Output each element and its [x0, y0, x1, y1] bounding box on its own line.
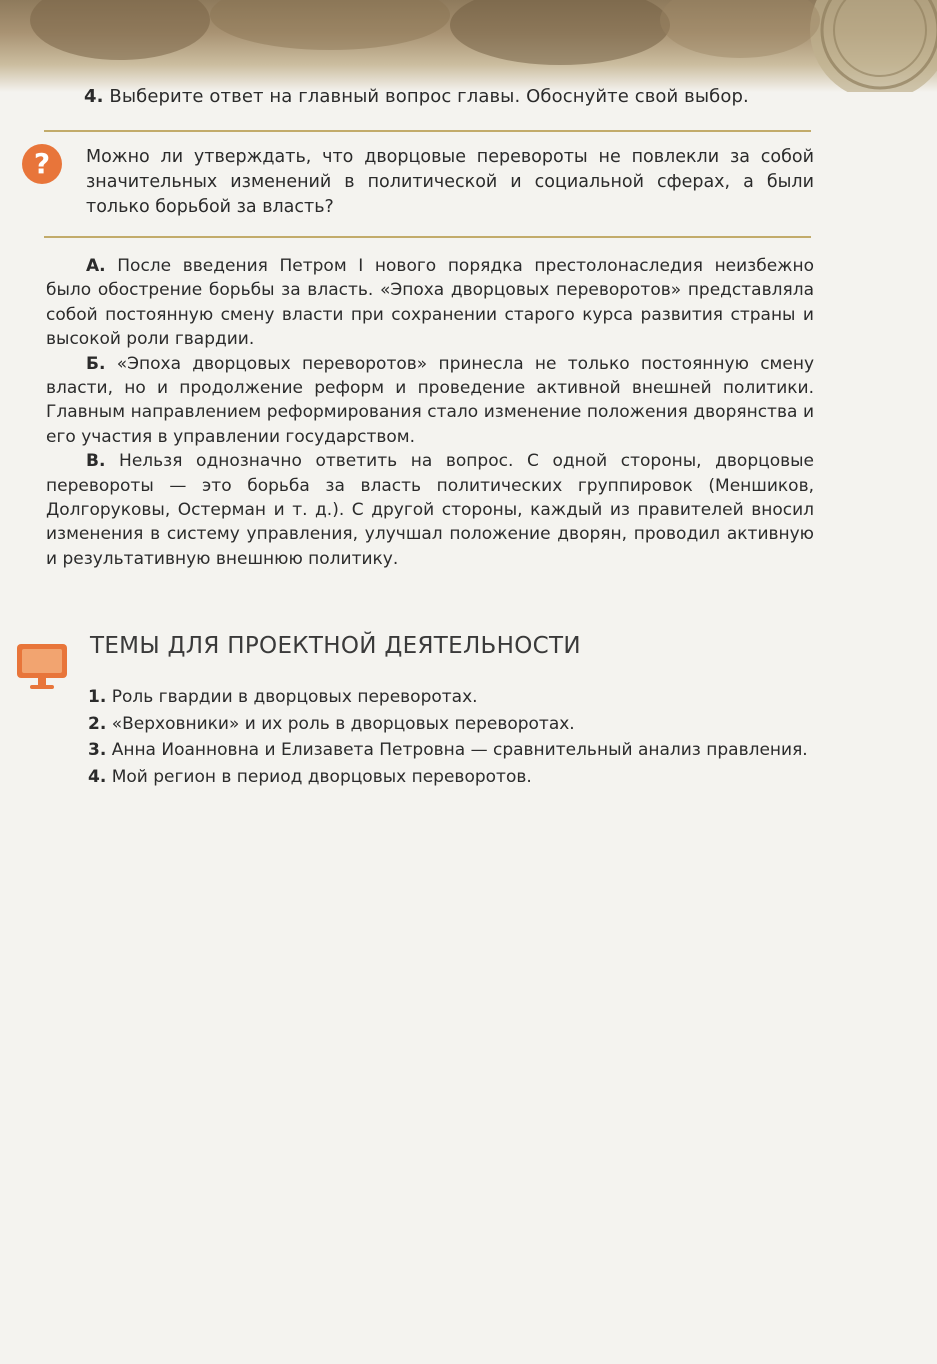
list-item [46, 684, 820, 711]
answer-options [46, 254, 814, 571]
project-topics-list [46, 684, 820, 790]
answer-option [46, 352, 814, 450]
topic-text: Анна Иоанновна и Елизавета Петровна — сравнительный анализ правления. [111, 740, 808, 760]
header-illustration [0, 0, 937, 92]
answer-letter: Б. [86, 353, 106, 374]
answer-letter: А. [86, 256, 106, 276]
main-question: Можно ли утверждать, что дворцовые перевороты не повлекли за собой значительных изменений в политической и социальной сферах, а были только борьбой за власть? [86, 147, 814, 217]
question-mark-icon: ? [22, 144, 62, 184]
topic-text: Мой регион в период дворцовых переворотов. [111, 766, 532, 787]
topic-number: 2. [88, 713, 107, 734]
topic-text: «Верховники» и их роль в дворцовых переворотах. [111, 713, 575, 734]
list-item [46, 764, 820, 791]
answer-letter: В. [86, 451, 106, 472]
answer-text: Нельзя однозначно ответить на вопрос. С одной стороны, дворцовые перевороты — это борьба за власть политических группировок (Меншиков, Долгоруковы, Остерман и т. д.). С другой стороны, каждый из правителей вносил изменения в систему управления, улучшал положение дворян, проводил активную и результативную внешнюю политику. [46, 451, 814, 569]
answer-text: После введения Петром I нового порядка престолонаследия неизбежно было обострение борьбы за власть. «Эпоха дворцовых переворотов» представляла собой постоянную смену власти при сохранении старого курса развития страны и высокой роли гвардии. [46, 256, 814, 350]
answer-option [46, 449, 814, 571]
topic-number: 1. [88, 687, 107, 707]
task-instruction [84, 84, 824, 110]
list-item [46, 711, 820, 738]
answer-option [46, 254, 814, 352]
topic-number: 3. [88, 740, 107, 760]
decorative-header-banner [0, 0, 937, 92]
answer-text: «Эпоха дворцовых переворотов» принесла не только постоянную смену власти, но и продолжение реформ и проведение активной внешней политики. Главным направлением реформирования стало изменение положения дворянства и его участия в управлении государством. [46, 353, 815, 447]
topic-text: Роль гвардии в дворцовых переворотах. [111, 687, 478, 707]
divider-bottom [44, 236, 811, 238]
list-item [46, 737, 820, 764]
task-number: 4. [84, 86, 104, 107]
section-title: ТЕМЫ ДЛЯ ПРОЕКТНОЙ ДЕЯТЕЛЬНОСТИ [90, 633, 581, 659]
task-text: Выберите ответ на главный вопрос главы. Обоснуйте свой выбор. [109, 86, 749, 107]
topic-number: 4. [88, 766, 107, 787]
divider-top [44, 130, 811, 132]
